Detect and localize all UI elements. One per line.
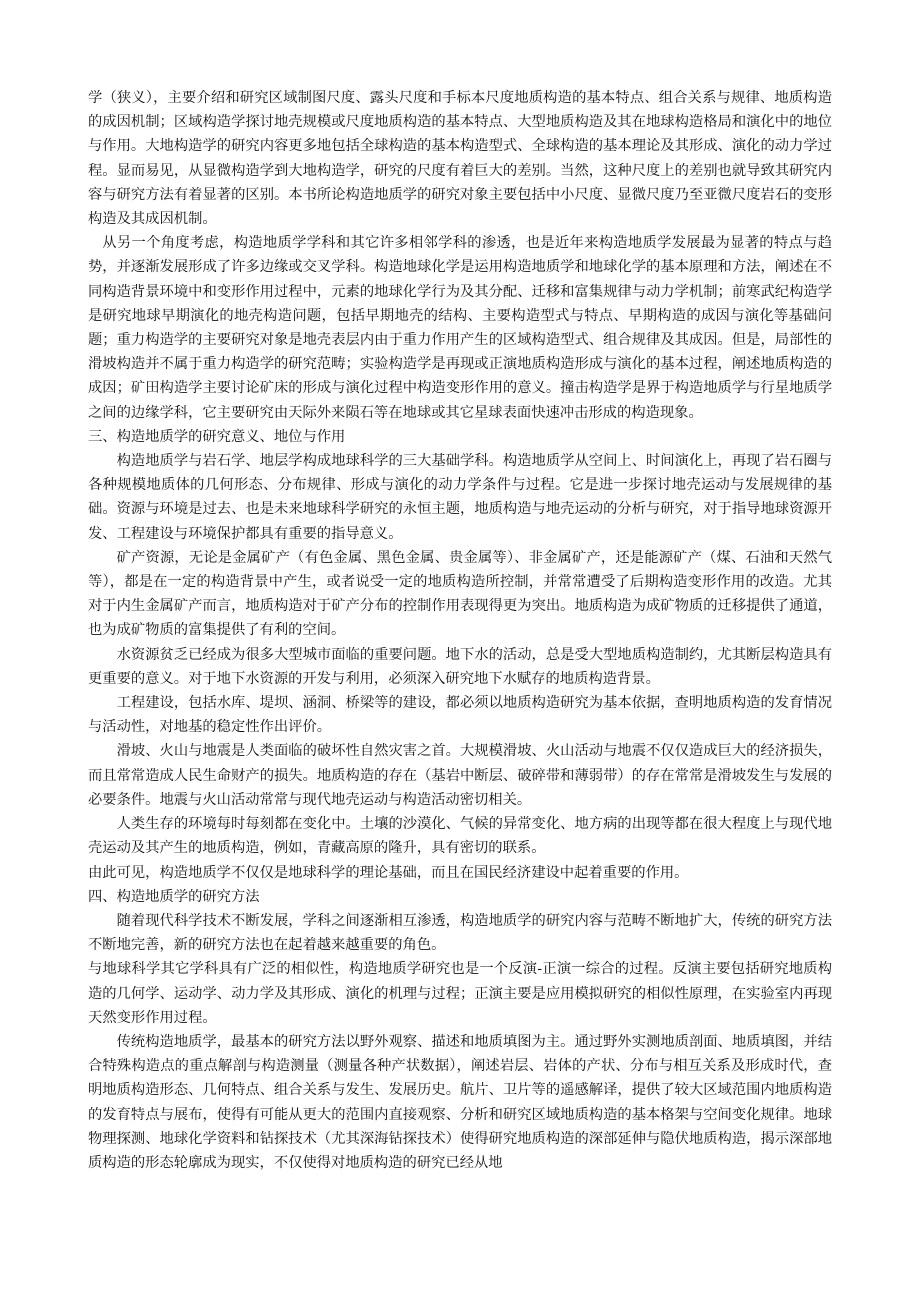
paragraph-mineral-resources: 矿产资源，无论是金属矿产（有色金属、黑色金属、贵金属等）、非金属矿产，还是能源矿产（煤、石油和天然气等），都是在一定的构造背景中产生，或者说受一定的地质构造所控制，并常常遭受了后期构造变形作用的改造。尤其对于内生金属矿产而言，地质构造对于矿产分布的控制作用表现得更为突出。地质构造为成矿物质的迁移提供了通道，也为成矿物质的富集提供了有利的空间。 xyxy=(88,549,832,639)
paragraph-water-resources: 水资源贫乏已经成为很多大型城市面临的重要问题。地下水的活动，总是受大型地质构造制约，尤其断层构造具有更重要的意义。对于地下水资源的开发与利用，必须深入研究地下水赋存的地质构造背景。 xyxy=(88,646,832,687)
paragraph-scale-definitions: 学（狭义），主要介绍和研究区域制图尺度、露头尺度和手标本尺度地质构造的基本特点、组合关系与规律、地质构造的成因机制；区域构造学探讨地壳规模或尺度地质构造的基本特点、大型地质构造及其在地球构造格局和演化中的地位与作用。大地构造学的研究内容更多地包括全球构造的基本构造型式、全球构造的基本理论及其形成、演化的动力学过程。显而易见，从显微构造学到大地构造学，研究的尺度有着巨大的差别。当然，这种尺度上的差别也就导致其研究内容与研究方法有着显著的区别。本书所论构造地质学的研究对象主要包括中小尺度、显微尺度乃至亚微尺度岩石的变形构造及其成因机制。 xyxy=(88,90,832,228)
paragraph-methods-intro: 随着现代科学技术不断发展，学科之间逐渐相互渗透，构造地质学的研究内容与范畴不断地扩大，传统的研究方法不断地完善，新的研究方法也在起着越来越重要的角色。 xyxy=(88,912,832,954)
paragraph-engineering: 工程建设，包括水库、堤坝、涵洞、桥梁等的建设，都必须以地质构造研究为基本依据，查明地质构造的发育情况与活动性，对地基的稳定性作出评价。 xyxy=(88,695,832,736)
paragraph-natural-hazards: 滑坡、火山与地震是人类面临的破坏性自然灾害之首。大规模滑坡、火山活动与地震不仅仅造成巨大的经济损失，而且常常造成人民生命财产的损失。地质构造的存在（基岩中断层、破碎带和薄弱带）的存在常常是滑坡发生与发展的必要条件。地震与火山活动常常与现代地壳运动与构造活动密切相关。 xyxy=(88,743,832,808)
section-heading-significance: 三、构造地质学的研究意义、地位与作用 xyxy=(88,428,346,445)
section-heading-methods: 四、构造地质学的研究方法 xyxy=(88,888,260,905)
paragraph-traditional-methods: 传统构造地质学，最基本的研究方法以野外观察、描述和地质填图为主。通过野外实测地质剖面、地质填图，并结合特殊构造点的重点解剖与构造测量（测量各种产状数据），阐述岩层、岩体的产状、分布与相互关系及形成时代，查明地质构造形态、几何特点、组合关系与发生、发展历史。航片、卫片等的遥感解译，提供了较大区域范围内地质构造的发育特点与展布，使得有可能从更大的范围内直接观察、分析和研究区域地质构造的基本格架与空间变化规律。地球物理探测、地球化学资料和钻探技术（尤其深海钻探技术）使得研究地质构造的深部延伸与隐伏地质构造，揭示深部地质构造的形态轮廓成为现实，不仅使得对地质构造的研究已经从地 xyxy=(88,1033,832,1171)
paragraph-basic-disciplines: 构造地质学与岩石学、地层学构成地球科学的三大基础学科。构造地质学从空间上、时间演化上，再现了岩石圈与各种规模地质体的几何形态、分布规律、形成与演化的动力学条件与过程。它是进一步探讨地壳运动与发展规律的基础。资源与环境是过去、也是未来地球科学研究的永恒主题，地质构造与地壳运动的分析与研究，对于指导地球资源开发、工程建设与环境保护都具有重要的指导意义。 xyxy=(88,453,832,542)
paragraph-conclusion: 由此可见，构造地质学不仅仅是地球科学的理论基础，而且在国民经济建设中起着重要的作用。 xyxy=(88,864,689,881)
paragraph-interdisciplinary: 从另一个角度考虑，构造地质学学科和其它许多相邻学科的渗透，也是近年来构造地质学发展最为显著的特点与趋势，并逐渐发展形成了许多边缘或交叉学科。构造地球化学是运用构造地质学和地球化学的基本原理和方法，阐述在不同构造背景环境中和变形作用过程中，元素的地球化学行为及其分配、迁移和富集规律与动力学机制；前寒武纪构造学是研究地球早期演化的地壳构造问题，包括早期地壳的结构、主要构造型式与特点、早期构造的成因与演化等基础问题；重力构造学的主要研究对象是地壳表层内由于重力作用产生的区域构造型式、组合规律及其成因。但是，局部性的滑坡构造并不属于重力构造学的研究范畴；实验构造学是再现或正演地质构造形成与演化的基本过程，阐述地质构造的成因；矿田构造学主要讨论矿床的形成与演化过程中构造变形作用的意义。撞击构造学是界于构造地质学与行星地质学之间的边缘学科，它主要研究由天际外来陨石等在地球或其它星球表面快速冲击形成的构造现象。 xyxy=(88,235,832,421)
paragraph-environment: 人类生存的环境每时每刻都在变化中。土壤的沙漠化、气候的异常变化、地方病的出现等都在很大程度上与现代地壳运动及其产生的地质构造，例如，青藏高原的隆升，具有密切的联系。 xyxy=(88,816,832,857)
paragraph-inversion-forward: 与地球科学其它学科具有广泛的相似性，构造地质学研究也是一个反演-正演一综合的过程。反演主要包括研究地质构造的几何学、运动学、动力学及其形成、演化的机理与过程；正演主要是应用模拟研究的相似性原理，在实验室内再现天然变形作用过程。 xyxy=(88,961,832,1026)
